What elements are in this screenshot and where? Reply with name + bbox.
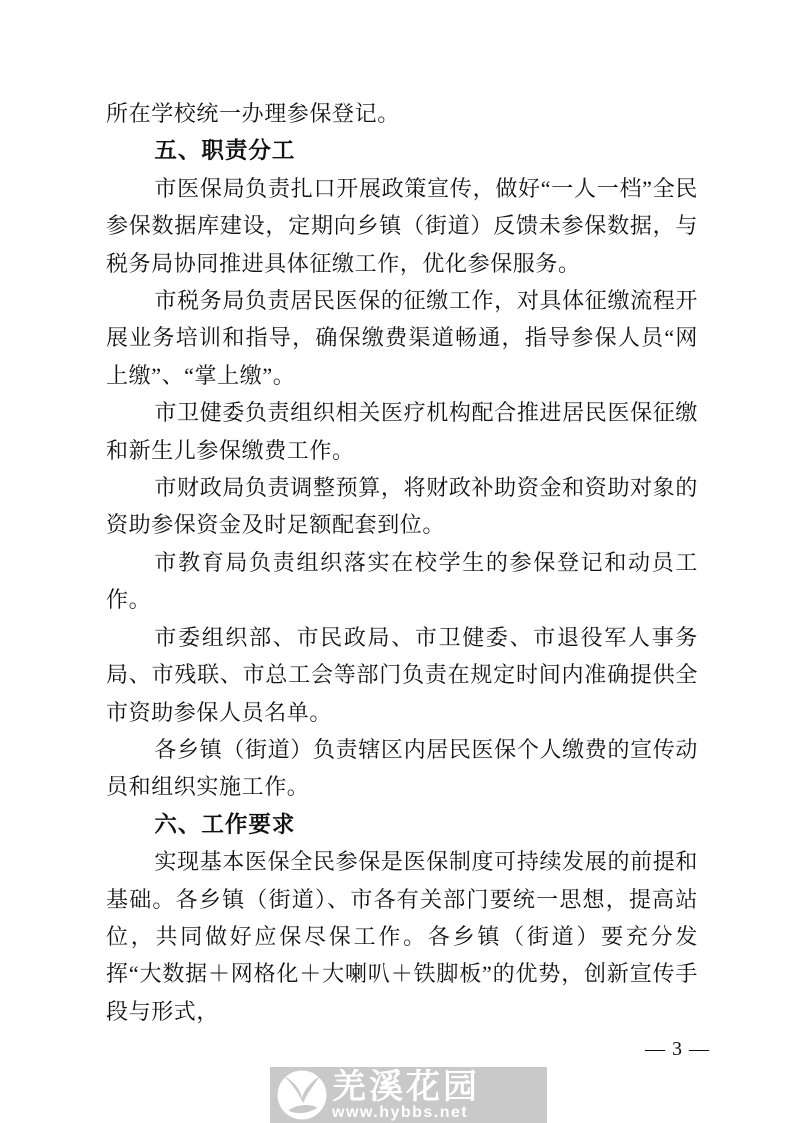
- section-heading-5: 五、职责分工: [154, 138, 296, 164]
- paragraph: 市财政局负责调整预算，将财政补助资金和资助对象的资助参保资金及时足额配套到位。: [106, 475, 698, 538]
- watermark-logo swan-leaf-icon: [276, 1069, 328, 1121]
- page-number: — 3 —: [645, 1038, 710, 1060]
- paragraph: 市教育局负责组织落实在校学生的参保登记和动员工作。: [106, 549, 698, 613]
- watermark-text: [332, 1067, 480, 1121]
- paragraph: 市税务局负责居民医保的征缴工作，对具体征缴流程开展业务培训和指导，确保缴费渠道畅通，指导参保人员“网上缴”、“掌上缴”。: [106, 288, 698, 388]
- paragraph: 所在学校统一办理参保登记。: [106, 101, 400, 126]
- paragraph: 各乡镇（街道）负责辖区内居民医保个人缴费的宣传动员和组织实施工作。: [106, 736, 698, 800]
- watermark-site-url: www.hybbs.net: [332, 1103, 469, 1121]
- paragraph: 市卫健委负责组织相关医疗机构配合推进居民医保征缴和新生儿参保缴费工作。: [106, 400, 698, 463]
- document-content: [106, 95, 698, 1030]
- section-heading-6: 六、工作要求: [154, 811, 296, 837]
- paragraph: 市医保局负责扎口开展政策宣传，做好“一人一档”全民参保数据库建设，定期向乡镇（街道）反馈未参保数据，与税务局协同推进具体征缴工作，优化参保服务。: [106, 175, 698, 276]
- watermark-band: [270, 1067, 547, 1123]
- watermark-site-name: 羌溪花园: [332, 1067, 480, 1106]
- paragraph: 市委组织部、市民政局、市卫健委、市退役军人事务局、市残联、市总工会等部门负责在规定时间内准确提供全市资助参保人员名单。: [106, 624, 698, 725]
- paragraph: 实现基本医保全民参保是医保制度可持续发展的前提和基础。各乡镇（街道）、市各有关部门要统一思想，提高站位，共同做好应保尽保工作。各乡镇（街道）要充分发挥“大数据＋网格化＋大喇叭＋铁脚板”的优势，创新宣传手段与形式，: [106, 849, 698, 1024]
